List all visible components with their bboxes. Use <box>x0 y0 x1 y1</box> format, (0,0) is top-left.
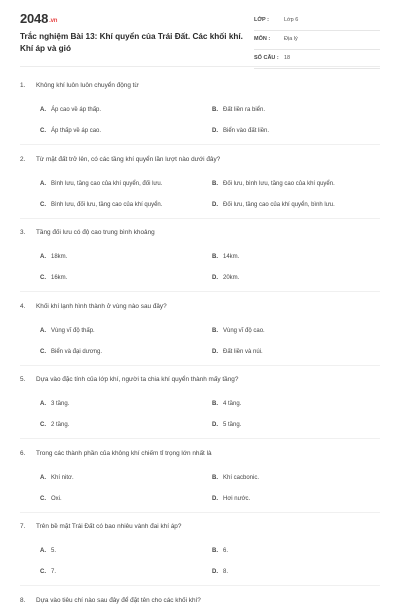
option-text: 18km. <box>51 254 68 260</box>
answer-option[interactable] <box>212 107 265 113</box>
option-letter: D. <box>212 495 218 502</box>
question-number: 1. <box>20 82 26 89</box>
option-text: 3 tầng. <box>51 401 70 407</box>
option-letter: C. <box>40 348 46 355</box>
question-text <box>20 450 212 457</box>
meta-value: 18 <box>284 55 291 61</box>
answer-option[interactable] <box>40 181 162 187</box>
answer-option[interactable] <box>40 569 56 575</box>
answer-option[interactable] <box>212 496 250 502</box>
option-letter: A. <box>40 327 46 334</box>
option-text: Vùng vĩ độ thấp. <box>51 327 95 334</box>
answer-option[interactable] <box>212 328 265 334</box>
option-text: Biển và đại dương. <box>51 348 102 355</box>
question-divider <box>20 438 380 439</box>
question-stem: Trong các thành phần của không khí chiếm tỉ trọng lớn nhất là <box>36 449 212 457</box>
option-text: 7. <box>51 569 57 575</box>
option-letter: C. <box>40 569 46 575</box>
question-stem: Khối khí lạnh hình thành ở vùng nào sau đây? <box>36 302 167 310</box>
option-text: Áp cao về áp thấp. <box>51 107 102 113</box>
question-stem: Không khí luôn luôn chuyển động từ <box>36 82 139 89</box>
meta-value: Lớp 6 <box>284 17 299 23</box>
meta-row-subject <box>254 31 380 50</box>
question-text <box>20 523 181 530</box>
option-text: Biển vào đất liền. <box>223 128 270 134</box>
option-letter: D. <box>212 275 218 281</box>
page-title: Trắc nghiệm Bài 13: Khí quyển của Trái Đất. Các khối khí. Khí áp và gió <box>20 32 243 53</box>
answer-option[interactable] <box>40 107 101 113</box>
answer-option[interactable] <box>40 401 69 407</box>
option-text: 5. <box>51 548 57 554</box>
question-stem: Tầng đối lưu có độ cao trung bình khoảng <box>36 229 155 236</box>
answer-option[interactable] <box>212 181 335 187</box>
question-number: 6. <box>20 449 26 457</box>
option-text: Bình lưu, tầng cao của khí quyển, đối lưu. <box>51 180 163 187</box>
option-letter: B. <box>212 107 218 113</box>
option-text: Đất liền và núi. <box>223 348 263 355</box>
answer-option[interactable] <box>40 422 69 428</box>
option-text: Đất liền ra biển. <box>223 107 266 113</box>
option-letter: B. <box>212 401 218 407</box>
question-stem: Dựa vào tiêu chí nào sau đây để đặt tên cho các khối khí? <box>36 596 201 604</box>
option-letter: C. <box>40 495 46 502</box>
option-letter: B. <box>212 180 218 187</box>
option-letter: C. <box>40 422 46 428</box>
option-text: Oxi. <box>51 495 62 502</box>
option-text: 6. <box>223 548 229 554</box>
question-number: 4. <box>20 302 26 310</box>
answer-option[interactable] <box>212 401 241 407</box>
question-number: 7. <box>20 523 26 530</box>
answer-option[interactable] <box>40 254 67 260</box>
answer-option[interactable] <box>40 548 56 554</box>
option-text: Hơi nước. <box>223 495 251 502</box>
meta-key: MÔN : <box>254 36 271 42</box>
question-divider <box>20 512 380 513</box>
answer-option[interactable] <box>40 328 95 334</box>
header-divider <box>20 66 380 67</box>
answer-option[interactable] <box>212 275 239 281</box>
option-letter: C. <box>40 201 46 208</box>
option-letter: A. <box>40 401 46 407</box>
option-text: Bình lưu, đối lưu, tầng cao của khí quyển. <box>51 201 163 208</box>
option-letter: C. <box>40 275 46 281</box>
option-text: Khí nitơ. <box>51 474 74 481</box>
question-stem: Từ mặt đất trở lên, có các tầng khí quyển lần lượt nào dưới đây? <box>36 155 221 163</box>
question-text <box>20 303 167 310</box>
question-stem: Trên bề mặt Trái Đất có bao nhiêu vành đai khí áp? <box>36 523 182 530</box>
answer-option[interactable] <box>40 496 62 502</box>
option-letter: C. <box>40 128 46 134</box>
option-text: 2 tầng. <box>51 422 70 428</box>
answer-option[interactable] <box>212 422 241 428</box>
question-divider <box>20 144 380 145</box>
option-text: Khí cacbonic. <box>223 474 260 481</box>
answer-option[interactable] <box>40 275 67 281</box>
option-text: 8. <box>223 569 229 575</box>
answer-option[interactable] <box>212 202 335 208</box>
question-divider <box>20 291 380 292</box>
option-letter: D. <box>212 128 218 134</box>
question-number: 2. <box>20 155 26 163</box>
answer-option[interactable] <box>212 349 263 355</box>
question-divider <box>20 585 380 586</box>
option-text: Đối lưu, bình lưu, tầng cao của khí quyển. <box>223 180 335 187</box>
answer-option[interactable] <box>212 548 228 554</box>
meta-value: Địa lý <box>284 36 298 42</box>
option-letter: B. <box>212 548 218 554</box>
question-text <box>20 597 201 604</box>
option-letter: A. <box>40 254 46 260</box>
option-letter: D. <box>212 569 218 575</box>
question-number: 8. <box>20 596 26 604</box>
option-text: 20km. <box>223 275 240 281</box>
option-letter: D. <box>212 422 218 428</box>
option-letter: A. <box>40 548 46 554</box>
option-text: 4 tầng. <box>223 401 242 407</box>
answer-option[interactable] <box>40 128 101 134</box>
question-text <box>20 156 220 163</box>
option-letter: B. <box>212 474 218 481</box>
meta-key: LỚP : <box>254 17 269 23</box>
option-text: Đối lưu, tầng cao của khí quyển, bình lưu. <box>223 201 335 208</box>
option-text: Vùng vĩ độ cao. <box>223 327 265 334</box>
option-letter: D. <box>212 348 218 355</box>
question-text <box>20 229 155 236</box>
question-text <box>20 82 139 89</box>
option-letter: A. <box>40 107 46 113</box>
answer-option[interactable] <box>212 128 269 134</box>
answer-option[interactable] <box>212 569 228 575</box>
option-letter: A. <box>40 474 46 481</box>
meta-row-grade <box>254 12 380 31</box>
option-text: 16km. <box>51 275 68 281</box>
meta-key: SỐ CÂU : <box>254 55 279 61</box>
option-letter: B. <box>212 254 218 260</box>
answer-option[interactable] <box>212 475 259 481</box>
option-letter: A. <box>40 180 46 187</box>
option-text: 14km. <box>223 254 240 260</box>
question-number: 3. <box>20 229 26 236</box>
question-divider <box>20 365 380 366</box>
answer-option[interactable] <box>212 254 239 260</box>
answer-option[interactable] <box>40 202 162 208</box>
option-text: Áp thấp về áp cao. <box>51 128 102 134</box>
answer-option[interactable] <box>40 349 102 355</box>
question-text <box>20 376 238 383</box>
answer-option[interactable] <box>40 475 74 481</box>
option-letter: D. <box>212 201 218 208</box>
site-logo[interactable]: 2048.vn <box>20 11 58 26</box>
question-divider <box>20 218 380 219</box>
question-number: 5. <box>20 376 26 383</box>
meta-table <box>254 12 380 69</box>
option-letter: B. <box>212 327 218 334</box>
question-stem: Dựa vào đặc tính của lớp khí, người ta chia khí quyển thành mấy tầng? <box>36 376 239 383</box>
option-text: 5 tầng. <box>223 422 242 428</box>
